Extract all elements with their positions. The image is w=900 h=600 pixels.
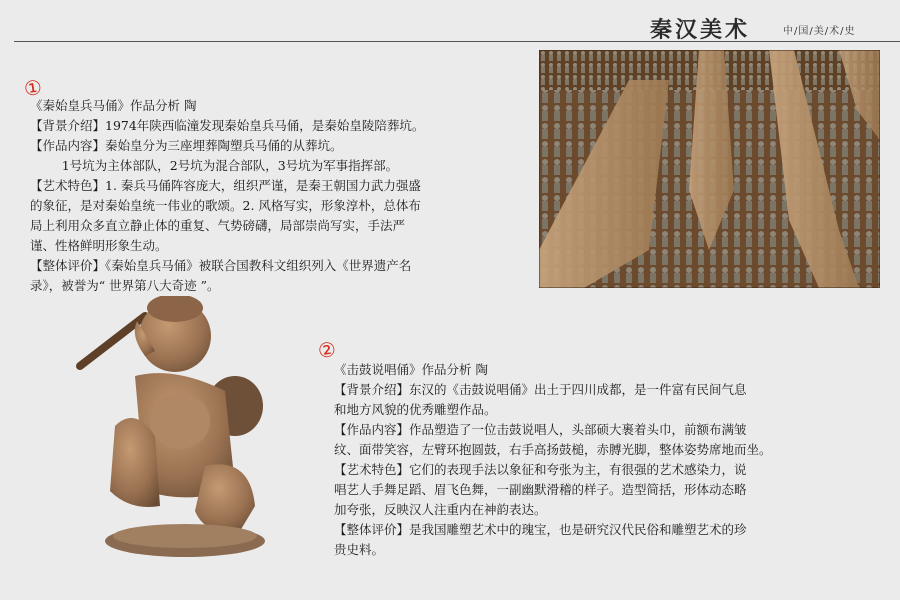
section1-marker: ①: [22, 74, 44, 102]
section2-line: 【艺术特色】它们的表现手法以象征和夸张为主，有很强的艺术感染力，说: [334, 462, 747, 477]
section2-line: 《击鼓说唱俑》作品分析 陶: [334, 362, 488, 377]
section1-line: 【背景介绍】1974年陕西临潼发现秦始皇兵马俑，是秦始皇陵陪葬坑。: [30, 118, 425, 133]
section1-line: 的象征，是对秦始皇统一伟业的歌颂。2. 风格写实，形象淳朴，总体布: [30, 198, 421, 213]
section2-marker: ②: [316, 336, 338, 364]
section1-line: 谨、性格鲜明形象生动。: [30, 238, 168, 253]
section2-line: 纹、面带笑容，左臂环抱圆鼓，右手高扬鼓槌，赤膊光脚，整体姿势席地而坐。: [334, 442, 772, 457]
section1-line: 《秦始皇兵马俑》作品分析 陶: [30, 98, 197, 113]
page-subtitle: 中/国/美/术/史: [783, 26, 856, 37]
section1-line: 1号坑为主体部队，2号坑为混合部队，3号坑为军事指挥部。: [30, 158, 399, 173]
page-title: 秦汉美术: [650, 18, 751, 43]
section2-line: 唱艺人手舞足蹈、眉飞色舞，一副幽默滑稽的样子。造型简括，形体动态略: [334, 482, 747, 497]
section2-line: 【背景介绍】东汉的《击鼓说唱俑》出土于四川成都，是一件富有民间气息: [334, 382, 747, 397]
section2-line: 和地方风貌的优秀雕塑作品。: [334, 402, 497, 417]
section2-line: 贵史料。: [334, 542, 385, 557]
section2-line: 【整体评价】是我国雕塑艺术中的瑰宝，也是研究汉代民俗和雕塑艺术的珍: [334, 522, 747, 537]
section1-text: [30, 96, 530, 296]
section2-line: 【作品内容】作品塑造了一位击鼓说唱人，头部硕大裹着头巾，前额布满皱: [334, 422, 747, 437]
section1-line: 【艺术特色】1. 秦兵马俑阵容庞大，组织严谨，是秦王朝国力武力强盛: [30, 178, 421, 193]
section1-line: 【整体评价】《秦始皇兵马俑》被联合国教科文组织列入《世界遗产名: [30, 258, 412, 273]
section1-line: 【作品内容】秦始皇分为三座埋葬陶塑兵马俑的从葬坑。: [30, 138, 343, 153]
section2-text: [334, 360, 874, 560]
section2-line: 加夸张，反映汉人注重内在神韵表达。: [334, 502, 547, 517]
section1-line: 局上利用众多直立静止体的重复、气势磅礴，局部崇尚写实，手法严: [30, 218, 406, 233]
section1-line: 录》，被誉为“ 世界第八大奇迹 ”。: [30, 278, 220, 293]
terracotta-army-photo: [539, 50, 880, 288]
drummer-figurine-photo: [75, 296, 285, 566]
header-rule: [14, 41, 900, 42]
